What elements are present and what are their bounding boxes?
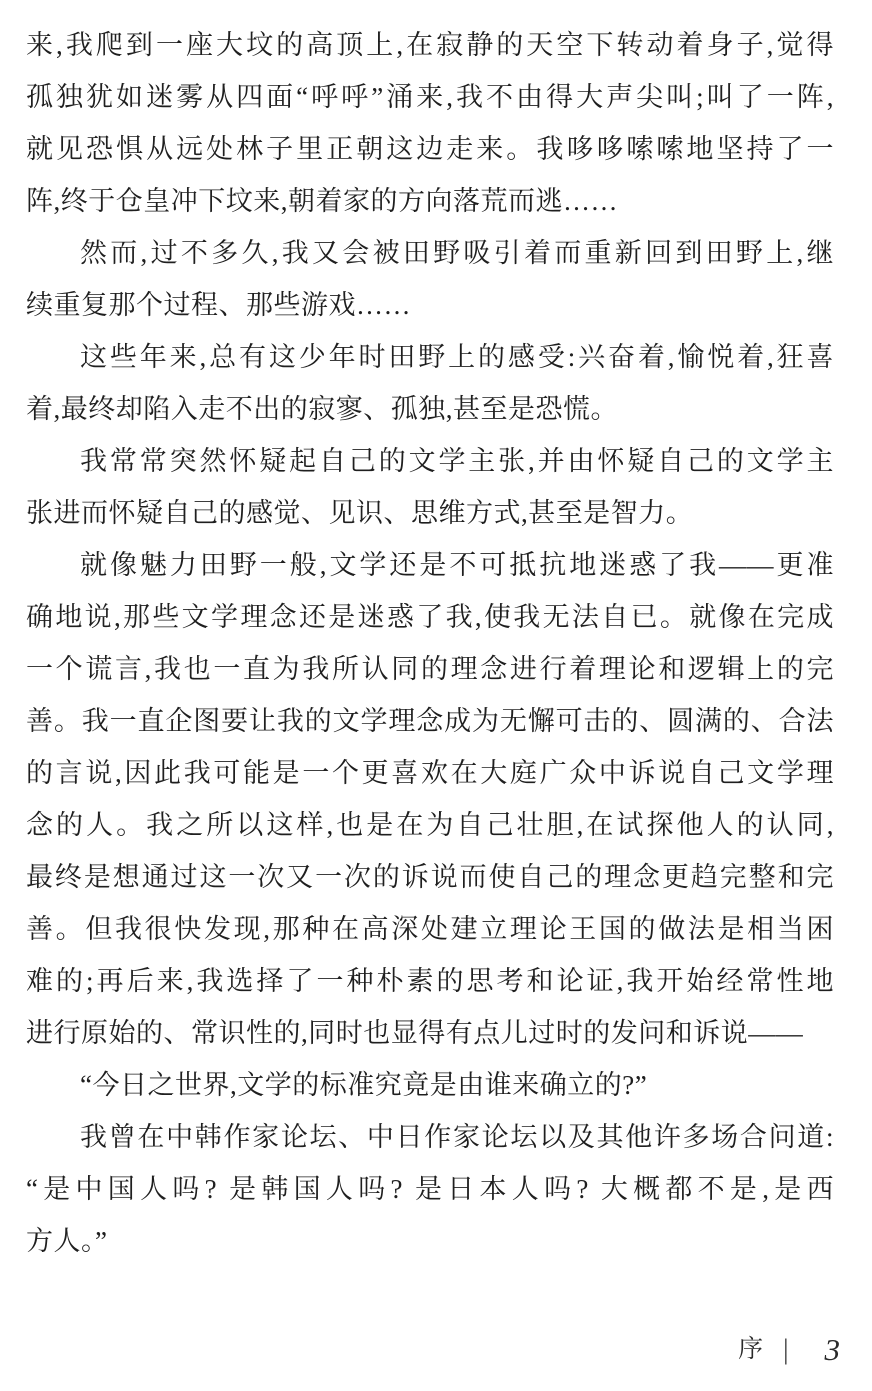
section-label: 序 (738, 1336, 764, 1363)
text-line: 善。但我很快发现,那种在高深处建立理论王国的做法是相当困 (26, 914, 834, 944)
text-line: 阵,终于仓皇冲下坟来,朝着家的方向落荒而逃…… (26, 186, 618, 216)
text-line: 就见恐惧从远处林子里正朝这边走来。我哆哆嗦嗦地坚持了一 (26, 134, 834, 164)
text-line: “今日之世界,文学的标准究竟是由谁来确立的?” (80, 1070, 648, 1100)
text-line: 一个谎言,我也一直为我所认同的理念进行着理论和逻辑上的完 (26, 654, 834, 684)
text-line: 来,我爬到一座大坟的高顶上,在寂静的天空下转动着身子,觉得 (26, 30, 834, 60)
text-line: 的言说,因此我可能是一个更喜欢在大庭广众中诉说自己文学理 (26, 758, 834, 788)
text-line: 张进而怀疑自己的感觉、见识、思维方式,甚至是智力。 (26, 498, 694, 528)
text-line: 我常常突然怀疑起自己的文学主张,并由怀疑自己的文学主 (80, 446, 834, 476)
footer-separator: | (783, 1333, 789, 1365)
text-line: 最终是想通过这一次又一次的诉说而使自己的理念更趋完整和完 (26, 862, 834, 892)
text-line: 念的人。我之所以这样,也是在为自己壮胆,在试探他人的认同, (26, 810, 834, 840)
text-line: 着,最终却陷入走不出的寂寥、孤独,甚至是恐慌。 (26, 394, 618, 424)
text-line: “是中国人吗? 是韩国人吗? 是日本人吗? 大概都不是,是西 (26, 1174, 834, 1204)
text-line: 就像魅力田野一般,文学还是不可抵抗地迷惑了我——更准 (80, 550, 834, 580)
text-line: 难的;再后来,我选择了一种朴素的思考和论证,我开始经常性地 (26, 966, 834, 996)
text-line: 这些年来,总有这少年时田野上的感受:兴奋着,愉悦着,狂喜 (80, 342, 834, 372)
page-number: 3 (824, 1332, 840, 1367)
text-line: 续重复那个过程、那些游戏…… (26, 290, 411, 320)
text-line: 善。我一直企图要让我的文学理念成为无懈可击的、圆满的、合法 (26, 706, 834, 736)
text-line: 孤独犹如迷雾从四面“呼呼”涌来,我不由得大声尖叫;叫了一阵, (26, 82, 834, 112)
text-line: 我曾在中韩作家论坛、中日作家论坛以及其他许多场合问道: (80, 1122, 834, 1152)
text-line: 确地说,那些文学理念还是迷惑了我,使我无法自已。就像在完成 (26, 602, 834, 632)
text-line: 然而,过不多久,我又会被田野吸引着而重新回到田野上,继 (80, 238, 834, 268)
page-footer (738, 1334, 840, 1365)
text-line: 方人。” (26, 1226, 108, 1256)
text-line: 进行原始的、常识性的,同时也显得有点儿过时的发问和诉说—— (26, 1018, 804, 1048)
